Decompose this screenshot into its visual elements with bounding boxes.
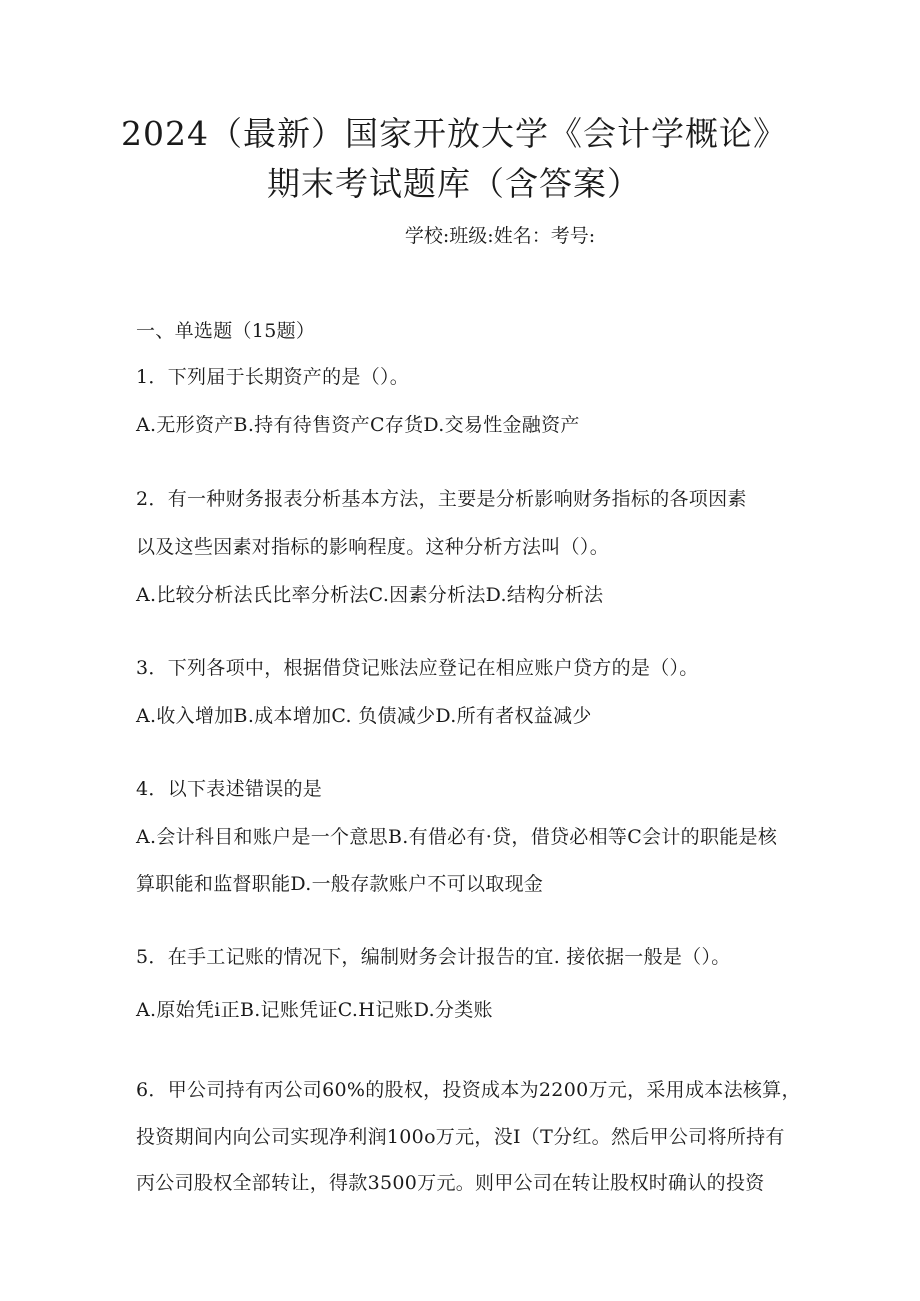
question-4-text: 4．以下表述错误的是 (136, 778, 323, 800)
question-6-text-line-2: 投资期间内向公司实现净利润100o万元，没I（T分红。然后甲公司将所持有 (136, 1126, 785, 1148)
document-title-line-2: 期末考试题库（含答案） (267, 164, 641, 203)
question-6-text-line-3: 丙公司股权全部转让，得款3500万元。则甲公司在转让股权时确认的投资 (136, 1172, 765, 1194)
section-heading: 一、单选题（15题） (136, 320, 316, 342)
question-1-options: A.无形资产B.持有待售资产C存货D.交易性金融资产 (136, 414, 580, 436)
question-5-text: 5．在手工记账的情况下，编制财务会计报告的宜. 接依据一般是（）。 (136, 946, 731, 968)
question-4-options-line-1: A.会计科目和账户是一个意思B.有借必有·贷，借贷必相等C会计的职能是核 (136, 826, 778, 848)
question-4-options-line-2: 算职能和监督职能D.一般存款账户不可以取现金 (136, 873, 544, 895)
question-3-options: A.收入增加B.成本增加C. 负债减少D.所有者权益减少 (136, 705, 592, 727)
question-3-text: 3．下列各项中，根据借贷记账法应登记在相应账户贷方的是（）。 (136, 657, 699, 679)
question-2-text-line-1: 2．有一种财务报表分析基本方法，主要是分析影响财务指标的各项因素 (136, 488, 747, 510)
question-2-options: A.比较分析法氏比率分析法C.因素分析法D.结构分析法 (136, 584, 604, 606)
question-1-text: 1．下列届于长期资产的是（）。 (136, 366, 410, 388)
question-6-text-line-1: 6．甲公司持有丙公司60%的股权，投资成本为2200万元，采用成本法核算， (136, 1079, 801, 1101)
question-5-options: A.原始凭i正B.记账凭证C.H记账D.分类账 (136, 999, 493, 1021)
student-info-line: 学校:班级:姓名：考号: (404, 225, 596, 247)
question-2-text-line-2: 以及这些因素对指标的影响程度。这种分析方法叫（）。 (136, 536, 610, 558)
document-title-line-1: 2024（最新）国家开放大学《会计学概论》 (121, 114, 787, 153)
